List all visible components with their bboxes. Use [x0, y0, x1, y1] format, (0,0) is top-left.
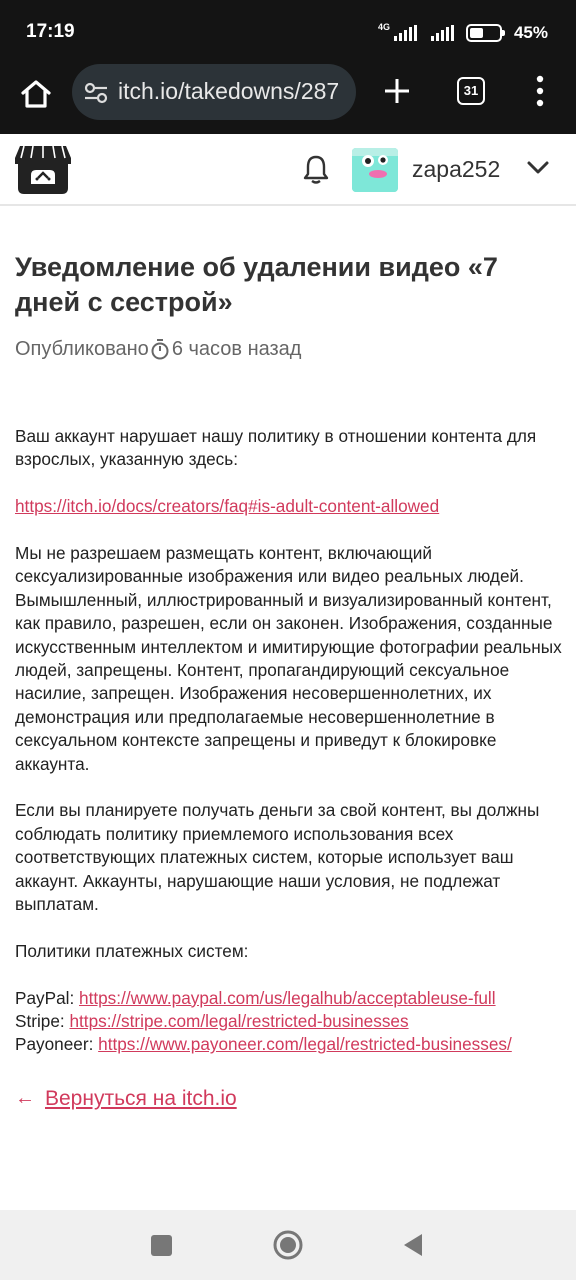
stripe-link[interactable]: https://stripe.com/legal/restricted-businesses	[69, 1011, 409, 1032]
paypal-link[interactable]: https://www.paypal.com/us/legalhub/acceptableuse-full	[79, 987, 496, 1008]
page-title: Уведомление об удалении видео «7 дней с сестрой»	[15, 252, 498, 317]
system-nav-bar	[0, 1210, 576, 1280]
status-icons	[378, 20, 548, 46]
url-bar[interactable]	[72, 64, 356, 120]
timer-icon	[150, 338, 170, 360]
paragraph-rules: Мы не разрешаем размещать контент, включающий сексуализированные изображения или видео реальных людей. Вымышленный, иллюстрированный и визуализированный контент, как правило, разрешен, если он законен. Изображения, созданные искусственным интеллектом и имитирующие фотографии реальных людей, запрещены. Контент, пропагандирующий сексуальное насилие, запрещен. Изображения несовершеннолетних, их демонстрация или предполагаемые несовершеннолетние в сексуальном контексте запрещены и приведут к блокировке аккаунта.	[15, 543, 562, 774]
published-label: Опубликовано	[15, 337, 149, 360]
tune-icon[interactable]	[84, 82, 108, 104]
nav-home-icon[interactable]	[272, 1229, 304, 1261]
published-time: 6 часов назад	[171, 337, 302, 360]
notice-body	[15, 425, 563, 1057]
avatar-image	[352, 148, 398, 192]
more-vert-icon[interactable]	[530, 74, 550, 108]
payment-name-payoneer: Payoneer:	[15, 1034, 94, 1055]
payment-name-paypal: PayPal:	[15, 987, 75, 1008]
payment-links	[15, 987, 563, 1057]
home-icon[interactable]	[18, 76, 54, 112]
back-arrow-icon: ←	[15, 1087, 35, 1110]
status-time: 17:19	[26, 21, 75, 42]
back-link[interactable]: Вернуться на itch.io	[45, 1086, 237, 1110]
payment-link-row	[15, 987, 563, 1010]
payment-link-row	[15, 1010, 563, 1033]
paragraph-payments: Если вы планируете получать деньги за свой контент, вы должны соблюдать политику приемлемого использования всех соответствующих платежных систем, которые использует ваш аккаунт. Аккаунты, нарушающие наши условия, не подлежат выплатам.	[15, 800, 540, 915]
signal-icon	[394, 25, 417, 41]
back-to-itchio[interactable]	[15, 1087, 563, 1111]
battery-fill	[470, 28, 483, 38]
status-bar	[0, 0, 576, 64]
url-text[interactable]: itch.io/takedowns/287	[118, 78, 340, 104]
recents-icon[interactable]	[151, 1235, 172, 1256]
site-header	[0, 134, 576, 206]
itchio-logo[interactable]	[14, 142, 72, 196]
faq-link[interactable]: https://itch.io/docs/creators/faq#is-adult-content-allowed	[15, 496, 440, 517]
username[interactable]: zapa252	[412, 156, 501, 182]
battery-icon	[466, 24, 502, 42]
network-type: 4G	[377, 22, 390, 32]
battery-percent: 45%	[513, 23, 548, 42]
chevron-down-icon[interactable]	[526, 158, 550, 176]
nav-back-icon[interactable]	[402, 1232, 424, 1258]
avatar[interactable]	[352, 148, 398, 192]
tabs-icon[interactable]: 31	[457, 77, 485, 105]
post-meta	[15, 335, 563, 363]
main-content	[15, 250, 563, 1111]
browser-toolbar	[0, 64, 576, 134]
paragraph-policy: Ваш аккаунт нарушает нашу политику в отношении контента для взрослых, указанную здесь:	[15, 426, 537, 470]
payment-policies-heading: Политики платежных систем:	[15, 940, 249, 961]
signal-icon-2	[431, 25, 454, 41]
plus-icon[interactable]	[382, 76, 412, 106]
payment-name-stripe: Stripe:	[15, 1011, 65, 1032]
bell-icon[interactable]	[302, 154, 330, 184]
payoneer-link[interactable]: https://www.payoneer.com/legal/restricted-businesses/	[98, 1034, 512, 1055]
payment-link-row	[15, 1033, 563, 1056]
